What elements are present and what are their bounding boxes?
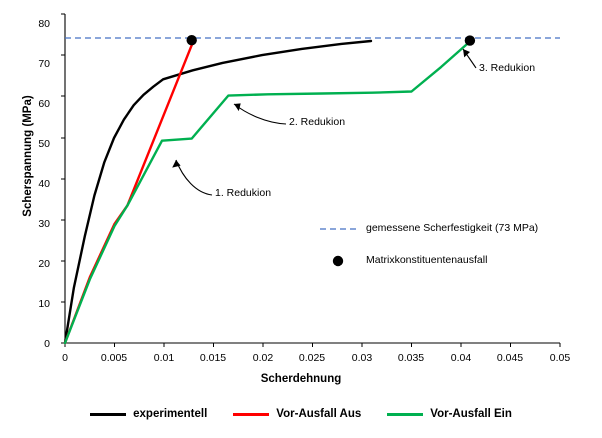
legend-swatch-line-icon bbox=[233, 413, 269, 416]
legend-label-shear-strength: gemessene Scherfestigkeit (73 MPa) bbox=[366, 222, 539, 234]
legend-swatch-line-icon bbox=[387, 413, 423, 416]
legend-item-label: Vor-Ausfall Aus bbox=[276, 408, 362, 420]
y-tick-label: 20 bbox=[38, 258, 50, 270]
x-tick-label: 0.025 bbox=[298, 352, 326, 364]
x-tick-label: 0.02 bbox=[252, 352, 274, 364]
annotation-2-reduktion: 2. Redukion bbox=[289, 116, 346, 128]
y-tick-label: 0 bbox=[44, 338, 50, 350]
x-tick-label: 0.04 bbox=[450, 352, 472, 364]
legend-key-dot bbox=[333, 256, 343, 266]
x-tick-label: 0.015 bbox=[199, 352, 227, 364]
x-axis-title: Scherdehnung bbox=[260, 373, 342, 385]
legend-item-vor-ausfall-aus bbox=[233, 408, 361, 420]
marker-matrix-failure bbox=[187, 35, 197, 45]
y-tick-label: 70 bbox=[38, 58, 50, 70]
legend-swatch-line-icon bbox=[90, 413, 126, 416]
marker-matrix-failure bbox=[465, 35, 475, 45]
annotation-1-reduktion: 1. Redukion bbox=[215, 187, 272, 199]
annotation-arrow-2 bbox=[234, 104, 286, 124]
y-tick-label: 60 bbox=[38, 98, 50, 110]
x-tick-label: 0.03 bbox=[351, 352, 373, 364]
x-tick-label: 0.01 bbox=[153, 352, 175, 364]
legend-item-vor-ausfall-ein bbox=[387, 408, 512, 420]
x-tick-label: 0.035 bbox=[397, 352, 425, 364]
y-tick-label: 10 bbox=[38, 298, 50, 310]
y-tick-label: 80 bbox=[38, 18, 50, 30]
y-tick-label: 30 bbox=[38, 218, 50, 230]
x-tick-label: 0.05 bbox=[549, 352, 571, 364]
x-tick-label: 0 bbox=[62, 352, 68, 364]
series-line-vor-ausfall-aus bbox=[65, 40, 194, 343]
y-tick-label: 50 bbox=[38, 138, 50, 150]
x-tick-label: 0.005 bbox=[100, 352, 128, 364]
annotation-arrow-3 bbox=[463, 49, 476, 68]
legend-item-label: experimentell bbox=[133, 408, 208, 420]
annotation-arrow-1 bbox=[176, 160, 212, 195]
y-axis-title: Scherspannung (MPa) bbox=[22, 95, 34, 217]
annotation-3-reduktion: 3. Redukion bbox=[479, 62, 536, 74]
y-tick-label: 40 bbox=[38, 178, 50, 190]
chart-legend bbox=[0, 408, 602, 420]
legend-item-label: Vor-Ausfall Ein bbox=[430, 408, 512, 420]
legend-item-experimentell bbox=[90, 408, 207, 420]
legend-label-matrix-failure: Matrixkonstituentenausfall bbox=[366, 254, 488, 266]
x-tick-label: 0.045 bbox=[496, 352, 524, 364]
